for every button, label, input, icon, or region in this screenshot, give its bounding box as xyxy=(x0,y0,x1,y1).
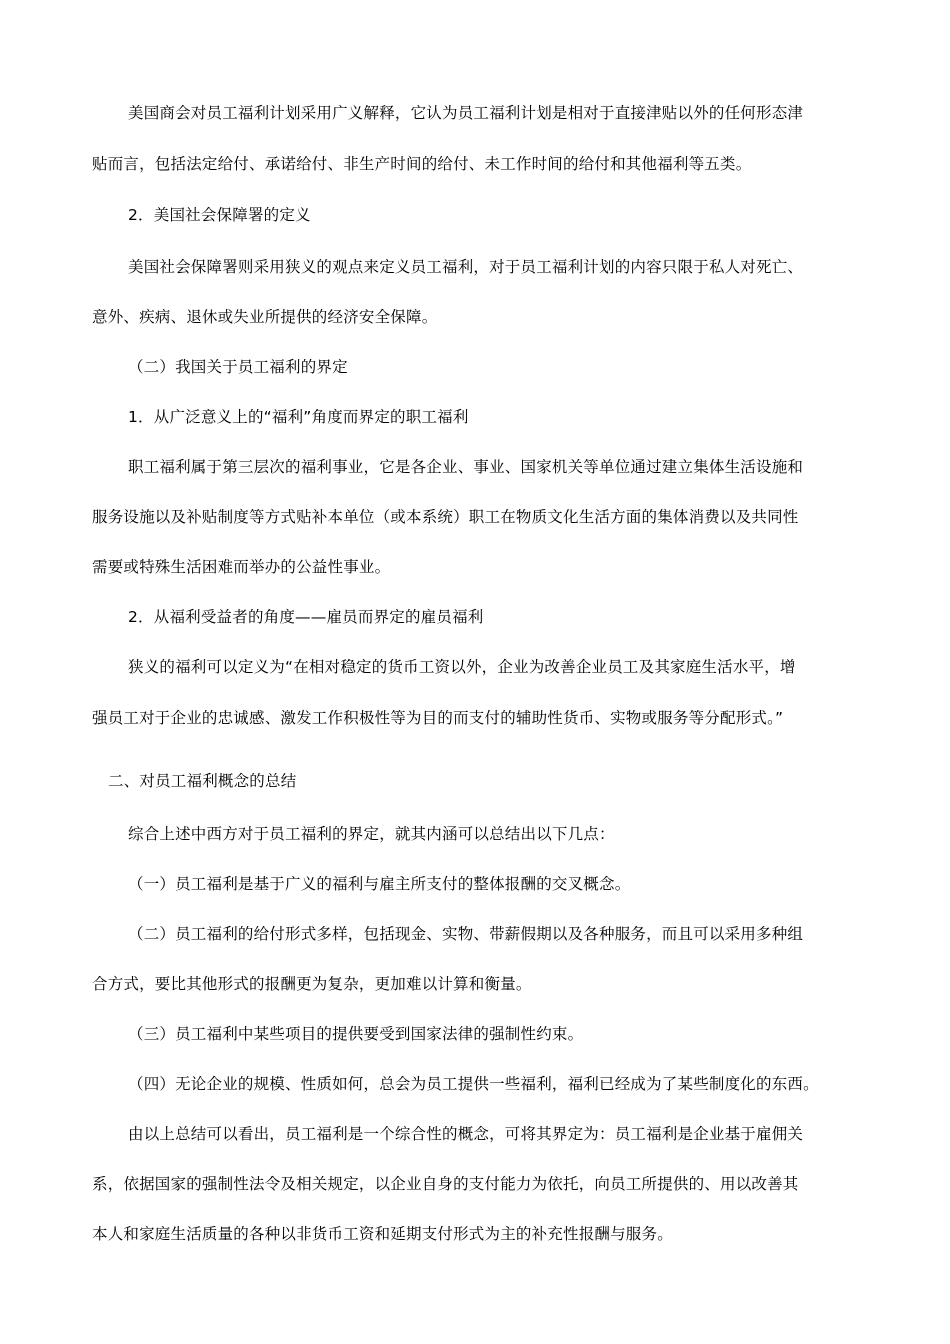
list-item: （二）员工福利的给付形式多样，包括现金、实物、带薪假期以及各种服务，而且可以采用多种组 xyxy=(128,925,804,943)
paragraph-line: 强员工对于企业的忠诚感、激发工作积极性等为目的而支付的辅助性货币、实物或服务等分配形式。” xyxy=(92,709,784,727)
list-item: 合方式，要比其他形式的报酬更为复杂，更加难以计算和衡量。 xyxy=(92,975,532,993)
paragraph-line: 综合上述中西方对于员工福利的界定，就其内涵可以总结出以下几点： xyxy=(128,825,615,843)
list-item: （四）无论企业的规模、性质如何，总会为员工提供一些福利，福利已经成为了某些制度化的东西。 xyxy=(128,1075,819,1093)
section-heading: 1．从广泛意义上的“福利”角度而界定的职工福利 xyxy=(128,408,469,426)
section-heading: 二、对员工福利概念的总结 xyxy=(108,772,297,790)
paragraph-line: 狭义的福利可以定义为“在相对稳定的货币工资以外，企业为改善企业员工及其家庭生活水平，增 xyxy=(128,658,796,676)
paragraph-line: 由以上总结可以看出，员工福利是一个综合性的概念，可将其界定为：员工福利是企业基于雇佣关 xyxy=(128,1125,804,1143)
paragraph-line: 系，依据国家的强制性法令及相关规定，以企业自身的支付能力为依托，向员工所提供的、用以改善其 xyxy=(92,1175,799,1193)
paragraph-line: 本人和家庭生活质量的各种以非货币工资和延期支付形式为主的补充性报酬与服务。 xyxy=(92,1225,673,1243)
paragraph-line: 职工福利属于第三层次的福利事业，它是各企业、事业、国家机关等单位通过建立集体生活设施和 xyxy=(128,458,804,476)
list-item: （三）员工福利中某些项目的提供要受到国家法律的强制性约束。 xyxy=(128,1025,584,1043)
section-heading: 2．从福利受益者的角度——雇员而界定的雇员福利 xyxy=(128,608,484,626)
section-heading: （二）我国关于员工福利的界定 xyxy=(128,358,348,376)
paragraph-line: 需要或特殊生活困难而举办的公益性事业。 xyxy=(92,558,391,576)
paragraph-line: 贴而言，包括法定给付、承诺给付、非生产时间的给付、未工作时间的给付和其他福利等五类。 xyxy=(92,155,752,173)
list-item: （一）员工福利是基于广义的福利与雇主所支付的整体报酬的交叉概念。 xyxy=(128,875,631,893)
paragraph-line: 意外、疾病、退休或失业所提供的经济安全保障。 xyxy=(92,308,438,326)
paragraph-line: 美国社会保障署则采用狭义的观点来定义员工福利，对于员工福利计划的内容只限于私人对死亡、 xyxy=(128,258,804,276)
paragraph-line: 服务设施以及补贴制度等方式贴补本单位（或本系统）职工在物质文化生活方面的集体消费以及共同性 xyxy=(92,508,799,526)
paragraph-line: 美国商会对员工福利计划采用广义解释，它认为员工福利计划是相对于直接津贴以外的任何形态津 xyxy=(128,104,804,122)
section-heading: 2．美国社会保障署的定义 xyxy=(128,206,311,224)
